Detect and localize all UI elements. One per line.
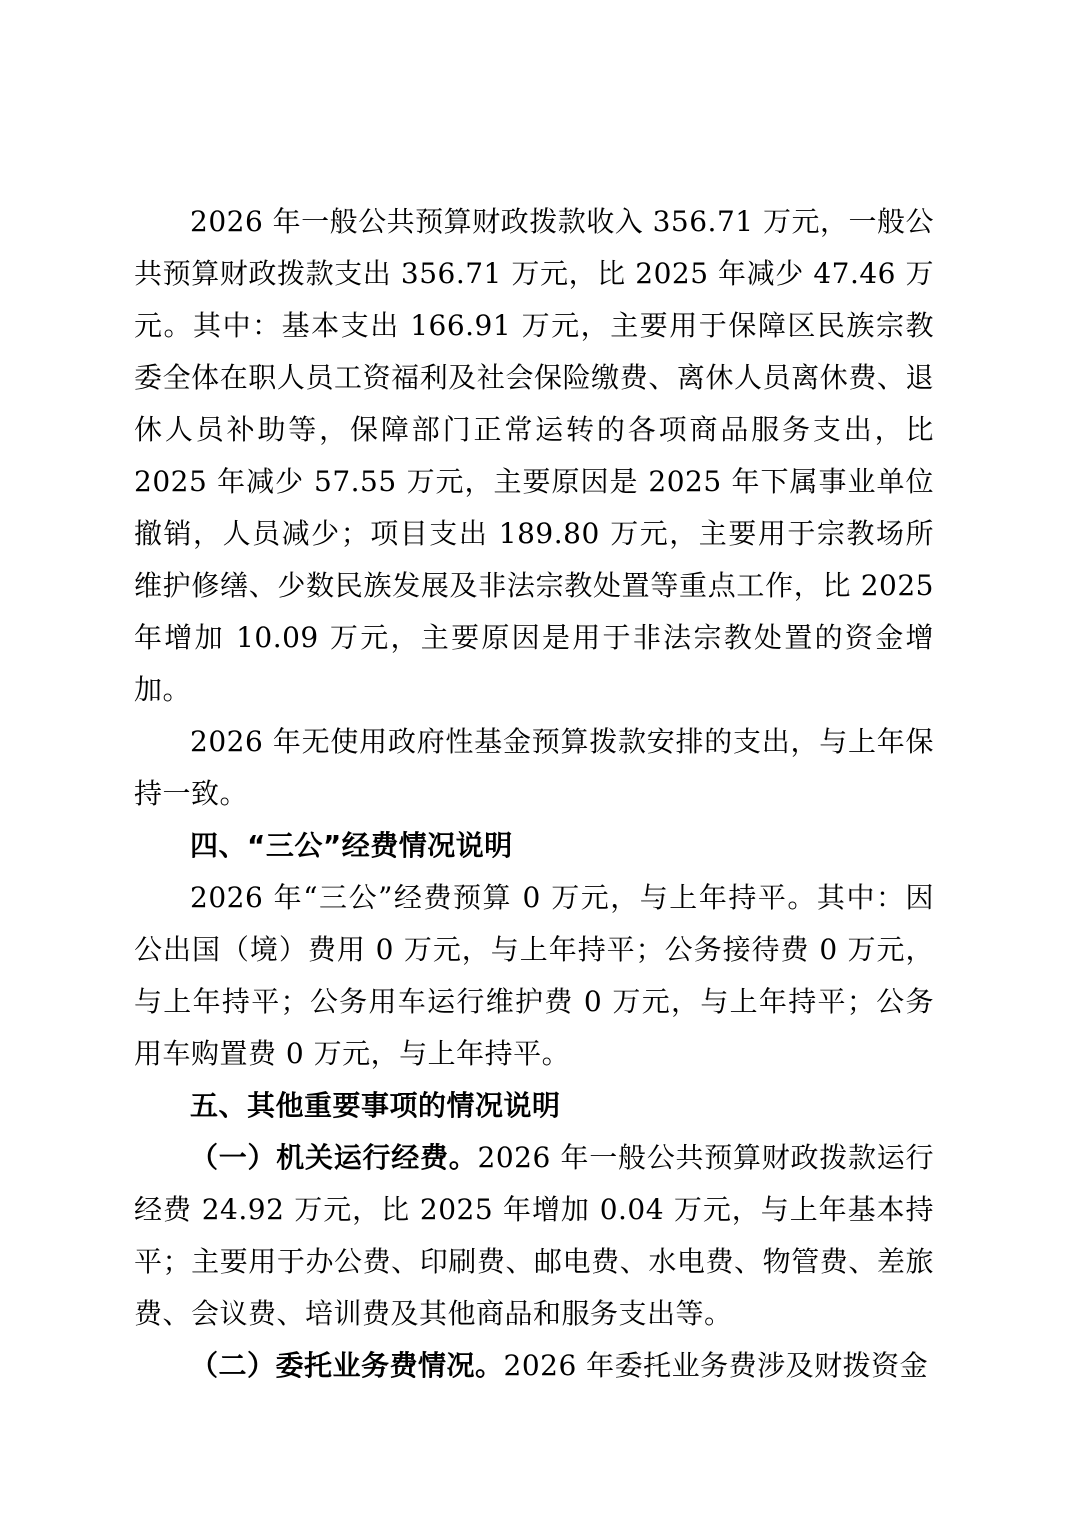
paragraph-text: 2026 年“三公”经费预算 0 万元，与上年持平。其中：因公出国（境）费用 0 万元，与上年持平；公务接待费 0 万元，与上年持平；公务用车运行维护费 0 万元，与上年持平；公务用车购置费 0 万元，与上年持平。 bbox=[134, 881, 934, 1070]
paragraph-text: 2026 年委托业务费涉及财拨资金 bbox=[503, 1349, 929, 1382]
paragraph-fiscal-appropriation-summary bbox=[134, 196, 934, 716]
paragraph-agency-operating-funds bbox=[134, 1132, 934, 1340]
paragraph-lead-label: （一）机关运行经费。 bbox=[190, 1141, 478, 1174]
paragraph-text: 2026 年一般公共预算财政拨款收入 356.71 万元，一般公共预算财政拨款支出 356.71 万元，比 2025 年减少 47.46 万元。其中：基本支出 166.91 万元，主要用于保障区民族宗教委全体在职人员工资福利及社会保险缴费、离休人员离休费、退休人员补助等，保障部门正常运转的各项商品服务支出，比 2025 年减少 57.55 万元，主要原因是 2025 年下属事业单位撤销，人员减少；项目支出 189.80 万元，主要用于宗教场所维护修缮、少数民族发展及非法宗教处置等重点工作，比 2025 年增加 10.09 万元，主要原因是用于非法宗教处置的资金增加。 bbox=[134, 205, 934, 706]
heading-section-four-three-public-expenses: 四、“三公”经费情况说明 bbox=[190, 829, 513, 862]
paragraph-government-fund-budget bbox=[134, 716, 934, 820]
heading-section-five-other-important-matters: 五、其他重要事项的情况说明 bbox=[190, 1089, 561, 1122]
paragraph-lead-label: （二）委托业务费情况。 bbox=[190, 1349, 504, 1382]
paragraph-text: 2026 年无使用政府性基金预算拨款安排的支出，与上年保持一致。 bbox=[134, 725, 934, 810]
document-body bbox=[134, 196, 934, 1392]
paragraph-entrusted-business-fees bbox=[134, 1340, 934, 1392]
paragraph-text: 2026 年一般公共预算财政拨款运行经费 24.92 万元，比 2025 年增加 0.04 万元，与上年基本持平；主要用于办公费、印刷费、邮电费、水电费、物管费、差旅费、会议费、培训费及其他商品和服务支出等。 bbox=[134, 1141, 934, 1330]
paragraph-three-public-expenses-detail bbox=[134, 872, 934, 1080]
